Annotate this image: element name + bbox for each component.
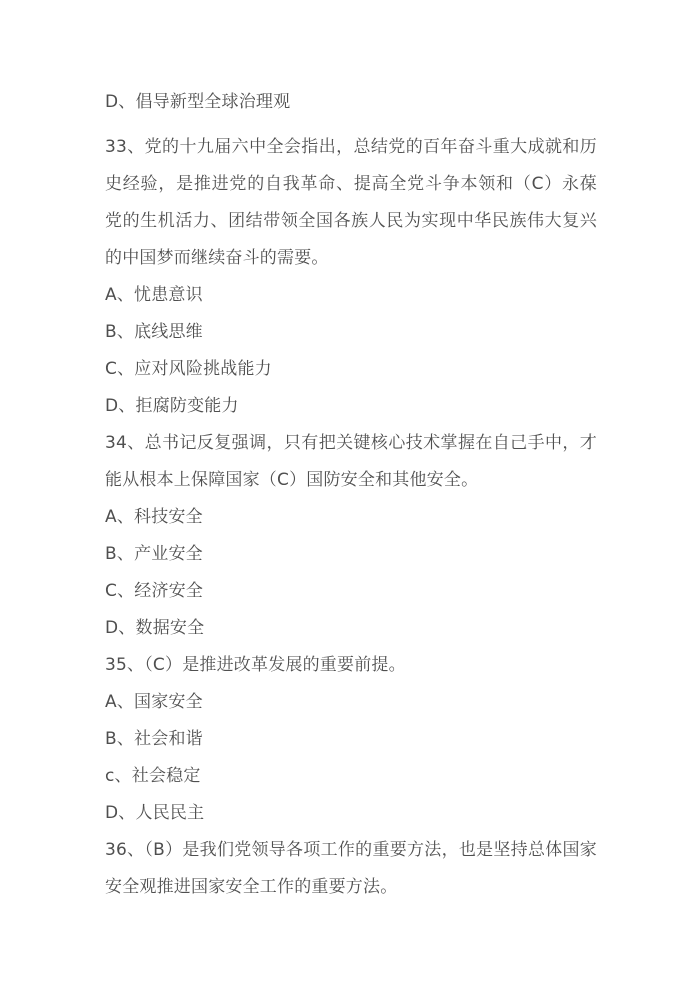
question-33-option-d: D、拒腐防变能力 (105, 396, 239, 416)
question-35-option-c: c、社会稳定 (105, 766, 201, 786)
question-35-option-b: B、社会和谐 (105, 729, 203, 749)
question-33: 33、党的十九届六中全会指出，总结党的百年奋斗重大成就和历史经验，是推进党的自我革命、提高全党斗争本领和（C）永葆党的生机活力、团结带领全国各族人民为实现中华民族伟大复兴的中国梦而继续奋斗的需要。 (105, 137, 597, 268)
question-33-option-a: A、忧患意识 (105, 285, 203, 305)
question-34-option-a: A、科技安全 (105, 507, 203, 527)
question-33-option-c: C、应对风险挑战能力 (105, 359, 272, 379)
question-34: 34、总书记反复强调，只有把关键核心技术掌握在自己手中，才能从根本上保障国家（C）国防安全和其他安全。 (105, 433, 597, 490)
question-34-option-b: B、产业安全 (105, 544, 203, 564)
question-35: 35、（C）是推进改革发展的重要前提。 (105, 655, 406, 675)
question-35-option-d: D、人民民主 (105, 803, 205, 823)
prev-question-option-d: D、倡导新型全球治理观 (105, 92, 291, 112)
question-33-option-b: B、底线思维 (105, 322, 203, 342)
question-34-option-d: D、数据安全 (105, 618, 205, 638)
question-36: 36、（B）是我们党领导各项工作的重要方法，也是坚持总体国家安全观推进国家安全工作的重要方法。 (105, 840, 597, 897)
question-34-option-c: C、经济安全 (105, 581, 204, 601)
question-35-option-a: A、国家安全 (105, 692, 203, 712)
